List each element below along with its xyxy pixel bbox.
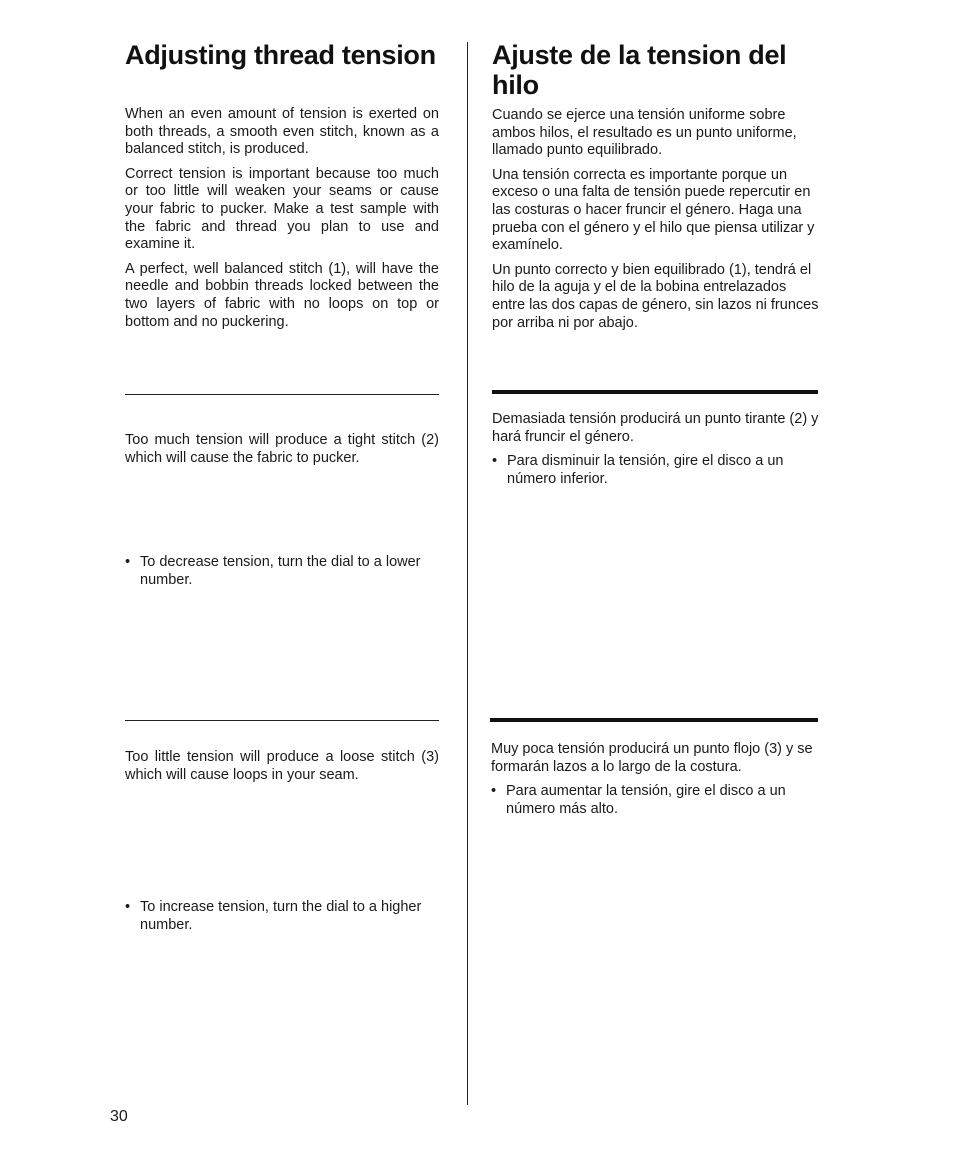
paragraph-balanced-stitch: When an even amount of tension is exerted on both threads, a smooth even stitch, known as a balanced stitch, is produced.	[125, 106, 439, 158]
paragraph-punto-correcto: Un punto correcto y bien equilibrado (1), tendrá el hilo de la aguja y el de la bobina entrelazados entre las dos capas de género, sin lazos ni frunces por arriba ni por abajo.	[492, 261, 819, 331]
paragraph-tension-correcta: Una tensión correcta es importante porque un exceso o una falta de tensión puede repercutir en las costuras o hacer fruncir el género. Haga una prueba con el género y el hilo que piensa utilizar y examínelo.	[492, 166, 815, 254]
paragraph-poca-tension: Muy poca tensión producirá un punto flojo (3) y se formarán lazos a lo largo de la costura.	[491, 741, 813, 775]
tight-tension-english	[125, 432, 439, 474]
column-divider	[467, 42, 468, 1105]
paragraph-too-much-tension: Too much tension will produce a tight stitch (2) which will cause the fabric to pucker.	[125, 432, 439, 466]
bullet-text: To increase tension, turn the dial to a higher number.	[140, 899, 422, 933]
bullet-text: Para aumentar la tensión, gire el disco a un número más alto.	[506, 783, 786, 817]
section-divider	[490, 718, 818, 722]
paragraph-punto-equilibrado: Cuando se ejerce una tensión uniforme sobre ambos hilos, el resultado es un punto uniforme, llamado punto equilibrado.	[492, 107, 797, 159]
tight-tension-spanish	[492, 411, 822, 488]
bullet-text: To decrease tension, turn the dial to a lower number.	[140, 554, 421, 588]
paragraph-correct-tension: Correct tension is important because too much or too little will weaken your seams or cause your fabric to pucker. Make a test sample with the fabric and thread you plan to use and examine it.	[125, 165, 439, 253]
bullet-increase-tension	[125, 899, 439, 934]
section-divider	[492, 390, 818, 394]
bullet-decrease-tension	[125, 554, 439, 589]
page-number: 30	[110, 1108, 128, 1125]
paragraph-perfect-stitch: A perfect, well balanced stitch (1), will have the needle and bobbin threads locked between the two layers of fabric with no loops on top or bottom and no puckering.	[125, 260, 439, 330]
loose-tension-english	[125, 749, 439, 791]
bullet-text: Para disminuir la tensión, gire el disco a un número inferior.	[507, 453, 784, 487]
page-title-english: Adjusting thread tension	[125, 40, 436, 70]
bullet-aumentar-tension	[491, 783, 821, 818]
paragraph-demasiada-tension: Demasiada tensión producirá un punto tirante (2) y hará fruncir el género.	[492, 411, 819, 445]
intro-spanish	[492, 107, 822, 339]
paragraph-too-little-tension: Too little tension will produce a loose stitch (3) which will cause loops in your seam.	[125, 749, 439, 783]
bullet-icon: •	[125, 554, 131, 570]
intro-english	[125, 106, 439, 338]
bullet-icon: •	[491, 783, 497, 800]
loose-tension-spanish	[491, 741, 821, 818]
bullet-disminuir-tension	[492, 453, 822, 488]
section-divider	[125, 394, 439, 395]
page-title-spanish: Ajuste de la tension del hilo	[492, 40, 787, 100]
section-divider	[125, 720, 439, 721]
bullet-icon: •	[125, 899, 131, 916]
bullet-icon: •	[492, 453, 498, 470]
